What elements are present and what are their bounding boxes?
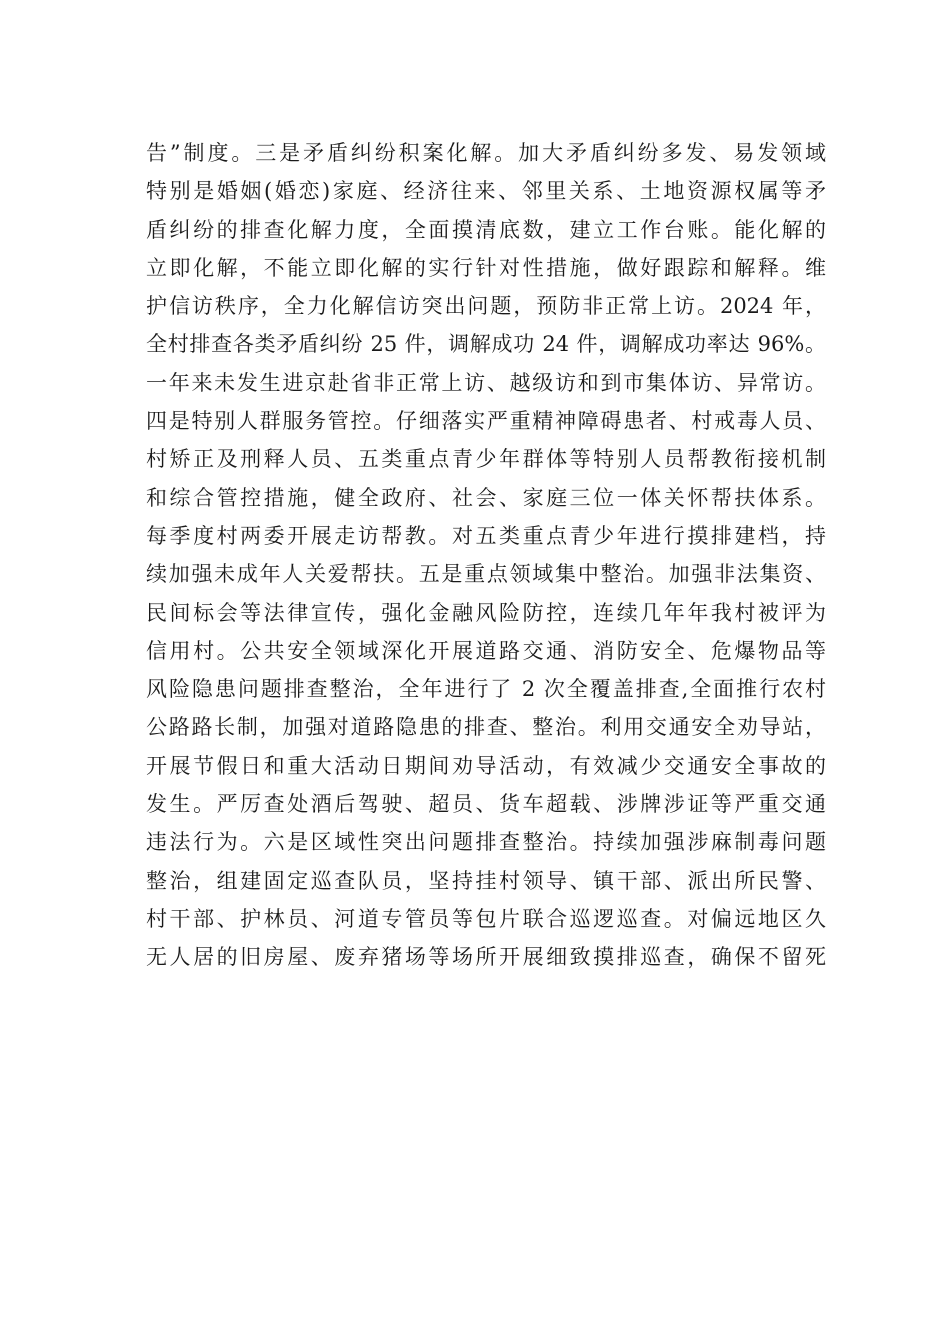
text-line: 和综合管控措施，健全政府、社会、家庭三位一体关怀帮扶体系。	[146, 485, 826, 510]
text-line: 续加强未成年人关爱帮扶。五是重点领域集中整治。加强非法集资、	[146, 562, 826, 587]
text-line: 四是特别人群服务管控。仔细落实严重精神障碍患者、村戒毒人员、	[146, 409, 826, 434]
text-line: 告”制度。三是矛盾纠纷积案化解。加大矛盾纠纷多发、易发领域	[146, 141, 826, 165]
text-line: 民间标会等法律宣传，强化金融风险防控，连续几年年我村被评为	[146, 600, 826, 625]
text-line: 盾纠纷的排查化解力度，全面摸清底数，建立工作台账。能化解的	[146, 217, 826, 242]
text-line: 村矫正及刑释人员、五类重点青少年群体等特别人员帮教衔接机制	[146, 447, 826, 472]
text-line: 村干部、护林员、河道专管员等包片联合巡逻巡查。对偏远地区久	[146, 906, 826, 931]
text-line: 信用村。公共安全领域深化开展道路交通、消防安全、危爆物品等	[146, 638, 826, 663]
body-text	[146, 134, 826, 977]
text-line: 特别是婚姻(婚恋)家庭、经济往来、邻里关系、土地资源权属等矛	[146, 179, 826, 204]
text-line: 护信访秩序，全力化解信访突出问题，预防非正常上访。2024 年，	[146, 294, 826, 319]
text-line: 开展节假日和重大活动日期间劝导活动，有效减少交通安全事故的	[146, 753, 826, 778]
text-line: 无人居的旧房屋、废弃猪场等场所开展细致摸排巡查，确保不留死	[146, 945, 826, 970]
text-line: 立即化解，不能立即化解的实行针对性措施，做好跟踪和解释。维	[146, 255, 826, 280]
text-line: 一年来未发生进京赴省非正常上访、越级访和到市集体访、异常访。	[146, 370, 826, 395]
text-line: 全村排查各类矛盾纠纷 25 件，调解成功 24 件，调解成功率达 96%。	[146, 332, 826, 357]
text-line: 公路路长制，加强对道路隐患的排查、整治。利用交通安全劝导站，	[146, 715, 826, 740]
text-line: 整治，组建固定巡查队员，坚持挂村领导、镇干部、派出所民警、	[146, 868, 826, 893]
text-line: 风险隐患问题排查整治，全年进行了 2 次全覆盖排查,全面推行农村	[146, 677, 826, 702]
text-line: 每季度村两委开展走访帮教。对五类重点青少年进行摸排建档，持	[146, 523, 826, 548]
text-line: 发生。严厉查处酒后驾驶、超员、货车超载、涉牌涉证等严重交通	[146, 792, 826, 817]
text-line: 违法行为。六是区域性突出问题排查整治。持续加强涉麻制毒问题	[146, 830, 826, 855]
